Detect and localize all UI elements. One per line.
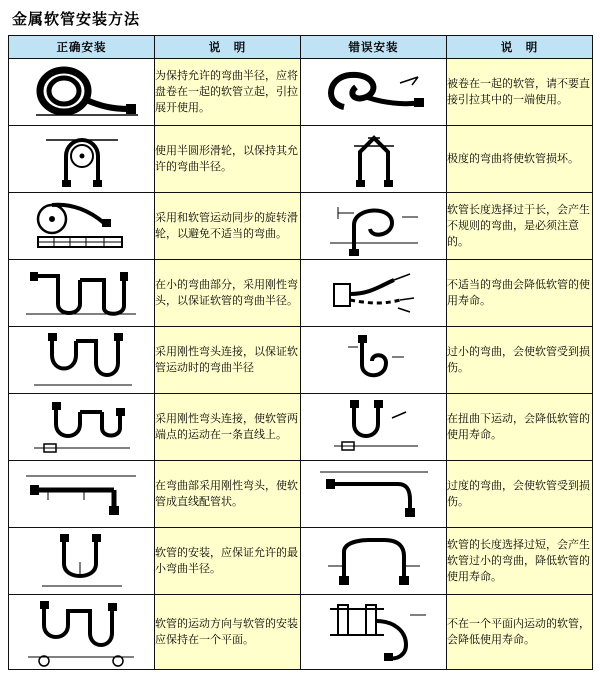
table-row	[9, 193, 593, 260]
description-correct: 使用半圆形滑轮，以保持其允许的弯曲半径。	[155, 126, 301, 193]
coiled-hose-correct-icon	[22, 63, 142, 121]
description-wrong: 不在一个平面内运动的软管，会降低使用寿命。	[447, 595, 593, 670]
figure-cell-wrong	[301, 126, 447, 193]
table-row	[9, 461, 593, 528]
rigid-elbow-straight-piping-correct-icon	[18, 466, 146, 522]
figure-cell-correct	[9, 59, 155, 126]
torsion-motion-wrong-icon	[314, 398, 434, 456]
table-row	[9, 126, 593, 193]
description-wrong: 过小的弯曲，会使软管受到损伤。	[447, 327, 593, 394]
figure-cell-wrong	[301, 394, 447, 461]
figure-cell-wrong	[301, 327, 447, 394]
description-correct: 采用刚性弯头连接，以保证软管运动时的弯曲半径	[155, 327, 301, 394]
rigid-elbow-connection-correct-icon	[22, 329, 142, 391]
figure-cell-correct	[9, 260, 155, 327]
figure-cell-wrong	[301, 59, 447, 126]
too-long-hose-wrong-icon	[314, 532, 434, 590]
table-row	[9, 595, 593, 670]
description-correct: 软管的运动方向与软管的安装应保持在一个平面。	[155, 595, 301, 670]
description-correct: 为保持允许的弯曲半径，应将盘卷在一起的软管立起，引拉展开使用。	[155, 59, 301, 126]
out-of-plane-motion-wrong-icon	[310, 595, 438, 669]
figure-cell-correct	[9, 394, 155, 461]
description-wrong: 过度的弯曲，会使软管受到损伤。	[447, 461, 593, 528]
table-row	[9, 59, 593, 126]
figure-cell-correct	[9, 461, 155, 528]
min-bend-radius-correct-icon	[22, 532, 142, 590]
figure-cell-correct	[9, 193, 155, 260]
description-correct: 采用和软管运动同步的旋转滑轮，以避免不适当的弯曲。	[155, 193, 301, 260]
description-wrong: 不适当的弯曲会降低软管的使用寿命。	[447, 260, 593, 327]
figure-cell-correct	[9, 327, 155, 394]
column-header-description-wrong: 说 明	[447, 36, 593, 59]
column-header-correct-install: 正确安装	[9, 36, 155, 59]
semicircle-sheave-correct-icon	[22, 130, 142, 188]
figure-cell-wrong	[301, 528, 447, 595]
straight-line-endpoints-correct-icon	[22, 398, 142, 456]
figure-cell-correct	[9, 126, 155, 193]
column-header-wrong-install: 错误安装	[301, 36, 447, 59]
improper-bend-wrong-icon	[314, 264, 434, 322]
figure-cell-wrong	[301, 595, 447, 670]
figure-cell-correct	[9, 595, 155, 670]
description-correct: 在小的弯曲部分，采用刚性弯头，以保证软管的弯曲半径。	[155, 260, 301, 327]
excessive-bend-wrong-icon	[310, 466, 438, 522]
too-small-bend-wrong-icon	[314, 331, 434, 389]
column-header-description-correct: 说 明	[155, 36, 301, 59]
hose-installation-table	[8, 35, 593, 670]
rigid-bend-small-radius-correct-icon	[18, 264, 146, 322]
description-correct: 采用刚性弯头连接，使软管两端点的运动在一条直线上。	[155, 394, 301, 461]
description-wrong: 软管长度选择过于长，会产生不规则的弯曲，是必须注意的。	[447, 193, 593, 260]
figure-cell-wrong	[301, 193, 447, 260]
coiled-hose-pulled-wrong-icon	[314, 63, 434, 121]
description-wrong: 软管的长度选择过短，会产生软管过小的弯曲，降低软管的使用寿命。	[447, 528, 593, 595]
page-title: 金属软管安装方法	[12, 10, 141, 28]
sharp-bend-wrong-icon	[314, 130, 434, 188]
description-correct: 软管的安装，应保证允许的最小弯曲半径。	[155, 528, 301, 595]
table-header-row	[9, 36, 593, 59]
same-plane-motion-correct-icon	[18, 595, 146, 669]
irregular-bend-wrong-icon	[314, 195, 434, 257]
table-row	[9, 260, 593, 327]
description-wrong: 极度的弯曲将使软管损坏。	[447, 126, 593, 193]
figure-cell-wrong	[301, 461, 447, 528]
description-wrong: 在扭曲下运动，会降低软管的使用寿命。	[447, 394, 593, 461]
rotating-sheave-correct-icon	[18, 197, 146, 255]
table-row	[9, 327, 593, 394]
table-row	[9, 528, 593, 595]
figure-cell-wrong	[301, 260, 447, 327]
description-correct: 在弯曲部采用刚性弯头，使软管成直线配管状。	[155, 461, 301, 528]
table-row	[9, 394, 593, 461]
figure-cell-correct	[9, 528, 155, 595]
description-wrong: 被卷在一起的软管，请不要直接引拉其中的一端使用。	[447, 59, 593, 126]
